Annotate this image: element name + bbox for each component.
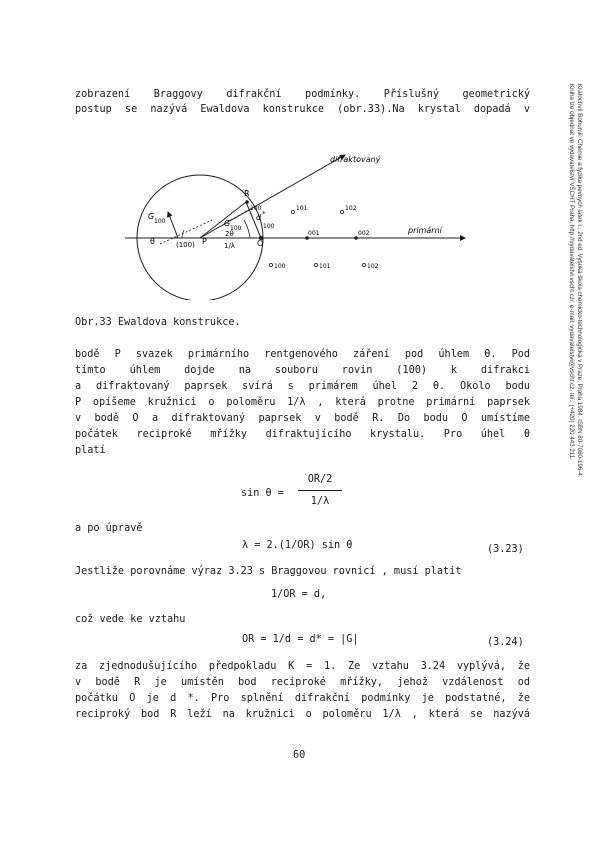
after-edit-text: a po úpravě: [75, 523, 143, 534]
paragraph2-line-5: v bodě O a difraktovaný paprsek v bodě R. Do bodu O umístíme: [75, 413, 530, 424]
label-o: O: [257, 239, 264, 248]
citation-line-2: Kniha lze objednat ve vydavatelství VŠCHT Praha, http://vydavatelstvi.vscht.cz/, e-mail: vydavatelstvi@vscht.cz, tel.: (+420) 220 443 211.: [568, 84, 575, 460]
label-point-bottom-102: 102: [367, 263, 379, 270]
eq-sin-fraction-bar: [298, 490, 342, 491]
lattice-point-bottom-101: [314, 263, 317, 266]
paragraph3-line-1: za zjednodušujícího předpokladu K = 1. Ze vztahu 3.24 vyplývá, že: [75, 661, 530, 672]
label-inv-lambda: 1/λ: [224, 242, 235, 250]
lattice-point-bottom-100: [269, 263, 272, 266]
page-number: 60: [293, 750, 306, 761]
label-two-theta: 2θ: [225, 230, 234, 238]
label-point-top-102: 102: [345, 205, 357, 212]
eq-sin-denominator: 1/λ: [310, 496, 330, 507]
label-g100-mid: G: [224, 219, 231, 228]
label-diffracted: difraktovaný: [330, 155, 381, 164]
paragraph3-line-3: počátku O je d *. Pro splnění difrakční podmínky je podstatné, že: [75, 693, 530, 704]
paragraph1-line-2: postup se nazývá Ewaldova konstrukce (obr.33).Na krystal dopadá v: [75, 104, 530, 115]
label-plane: (100): [176, 241, 195, 249]
eq-3-23: λ = 2.(1/OR) sin θ: [242, 540, 353, 551]
paragraph3-line-4: reciproký bod R leží na kružnici o poloměru 1/λ , která se nazývá: [75, 709, 530, 720]
label-point-bottom-100: 100: [274, 263, 286, 270]
label-point-top-101: 101: [296, 205, 308, 212]
compare-text: Jestliže porovnáme výraz 3.23 s Braggovou rovnicí , musí platit: [75, 566, 462, 577]
eq-3-24: OR = 1/d = d* = |G|: [242, 634, 359, 645]
label-theta: θ: [150, 237, 155, 246]
paragraph2-line-7: platí: [75, 445, 106, 456]
paragraph2-line-6: počátek reciproké mřížky difraktujícího krystalu. Pro úhel θ: [75, 429, 530, 440]
label-primary: primární: [408, 226, 442, 235]
paragraph2-line-2: tímto úhlem dojde na souboru rovin (100) k difrakci: [75, 365, 530, 376]
eq-3-24-number: (3.24): [487, 637, 524, 648]
label-g100-left: G: [148, 212, 155, 221]
paragraph3-line-2: v bodě R je umístěn bod reciproké mřížky, jehož vzdálenost od: [75, 677, 530, 688]
paragraph2-line-4: P opíšeme kružnici o poloměru 1/λ , která protne primární paprsek: [75, 397, 530, 408]
label-d-sub: 100: [263, 223, 275, 230]
lattice-point-top-102: [340, 210, 343, 213]
figure-caption: Obr.33 Ewaldova konstrukce.: [75, 317, 241, 328]
label-point-top-100: 100: [250, 205, 262, 212]
eq-sin-numerator: OR/2: [307, 474, 333, 485]
paragraph2-line-3: a difraktovaný paprsek svírá s primárem úhel 2 θ. Okolo bodu: [75, 381, 530, 392]
g100-vector-left: [168, 212, 178, 238]
eq-d: 1/OR = d,: [271, 589, 327, 600]
label-g100-mid-sub: 100: [230, 225, 242, 232]
ewald-construction-figure: [120, 140, 490, 300]
citation-sidebar: [567, 84, 583, 478]
label-r: R: [244, 189, 250, 198]
label-d-star: *: [262, 210, 266, 218]
paragraph2-line-1: bodě P svazek primárního rentgenového záření pod úhlem θ. Pod: [75, 349, 530, 360]
label-d: d: [256, 213, 262, 222]
eq-sin-lhs: sin θ =: [241, 488, 284, 499]
leads-text: což vede ke vztahu: [75, 614, 186, 625]
label-point-bottom-101: 101: [319, 263, 331, 270]
label-point-001: 001: [308, 230, 320, 237]
eq-3-23-number: (3.23): [487, 544, 524, 555]
paragraph1-line-1: zobrazení Braggovy difrakční podmínky. Příslušný geometrický: [75, 89, 530, 100]
theta-arc: [182, 230, 184, 238]
label-g100-left-sub: 100: [154, 218, 166, 225]
label-p: P: [202, 237, 207, 246]
lattice-point-top-100: [245, 200, 249, 204]
label-point-002: 002: [358, 230, 370, 237]
lattice-point-bottom-102: [362, 263, 365, 266]
lattice-point-top-101: [291, 210, 294, 213]
citation-line-1: Kratochvíl Bohumil: Chemie a fyzika pevných látek I., 2nd ed. Vysoká škola chemicko-technologická v Praze, Praha 1984. ISBN 80-7080-196-4.: [576, 84, 583, 478]
pr-radius: [200, 202, 246, 238]
two-theta-arc: [244, 220, 250, 238]
